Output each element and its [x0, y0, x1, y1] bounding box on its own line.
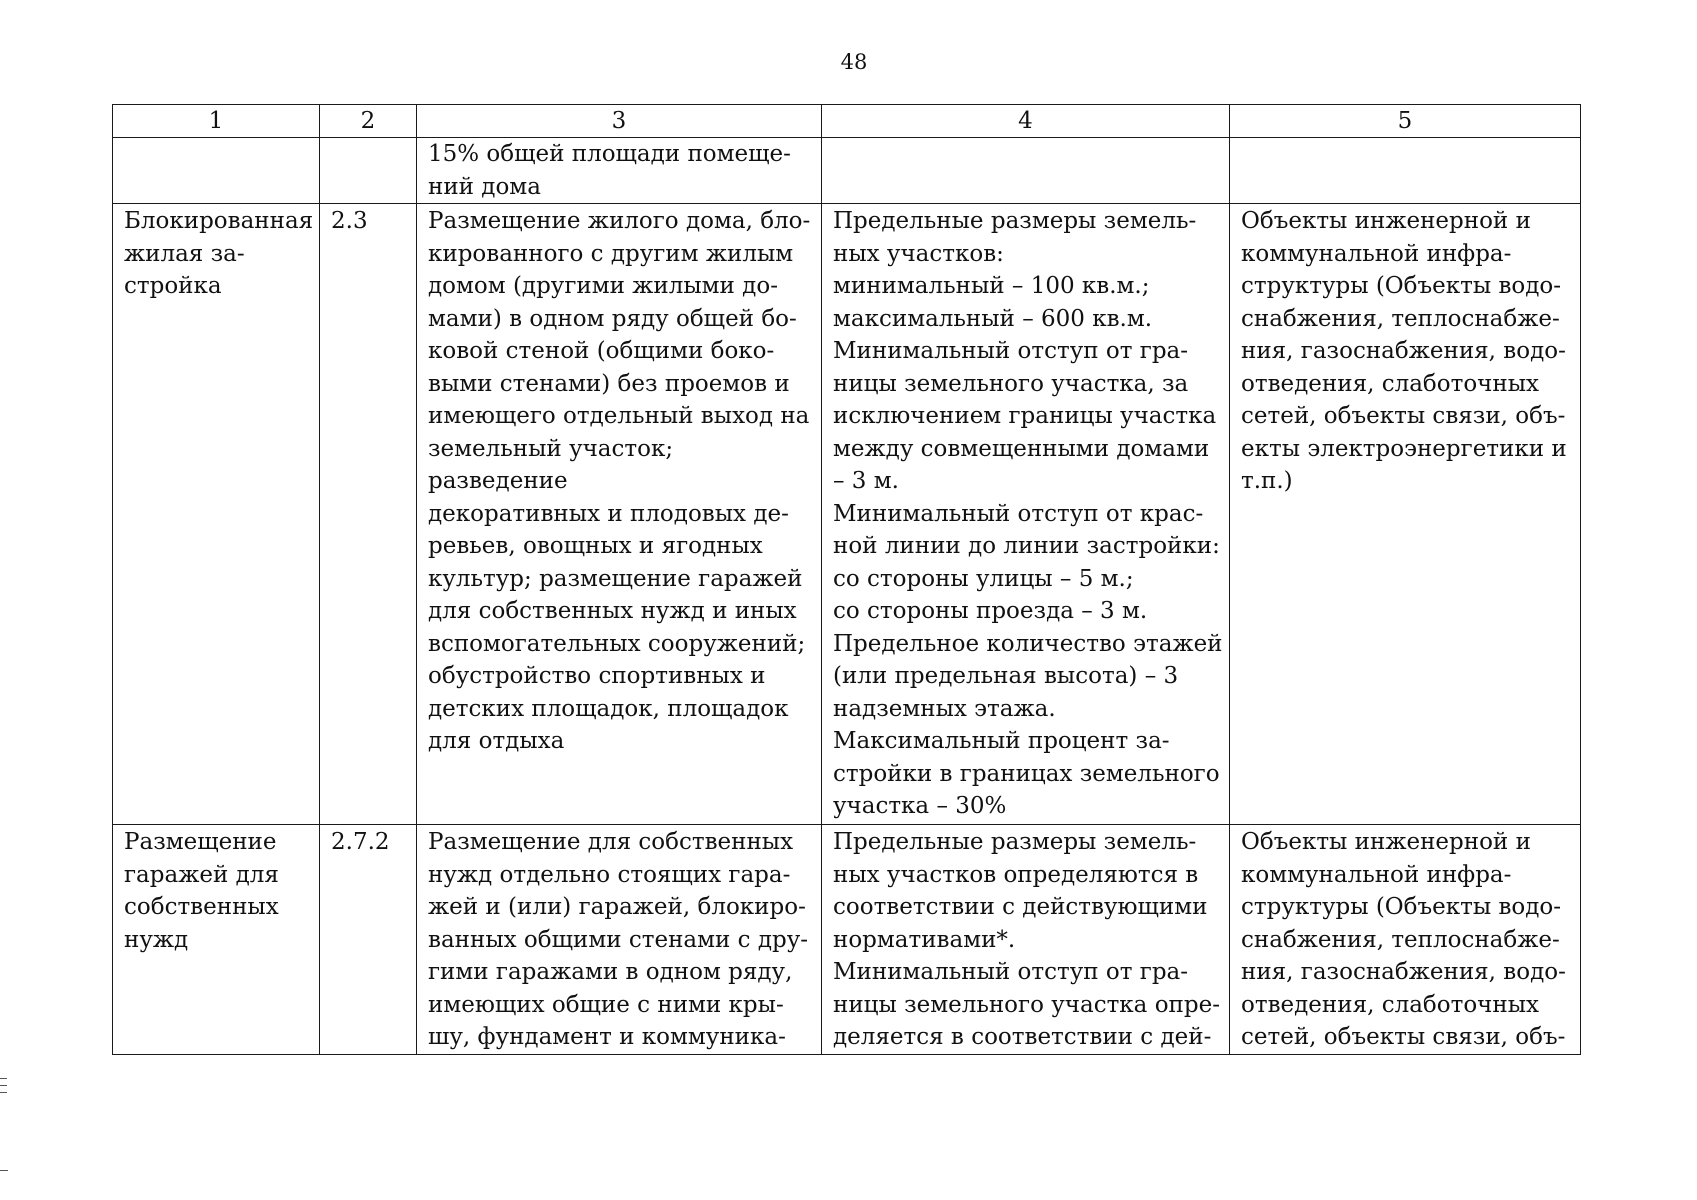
table-row — [113, 204, 1581, 825]
auxiliary-uses: Объекты инженерной и коммунальной инфра- структуры (Объекты водо- снабжения, теплоснабже- ния, газоснабжения, водо- отведения, слаботочных сетей, объекты связи, объ- екты электроэнергетики и т.п.) — [1230, 204, 1581, 825]
use-type-code: 2.3 — [320, 204, 417, 825]
table-row — [113, 825, 1581, 1055]
plot-parameters: Предельные размеры земель- ных участков определяются в соответствии с действующими нормативами*. Минимальный отступ от гра- ницы земельного участка опре- деляется в соответствии с дей- — [822, 825, 1230, 1055]
use-type-description: 15% общей площади помеще- ний дома — [417, 138, 822, 204]
use-type-name: Размещение гаражей для собственных нужд — [113, 825, 320, 1055]
use-type-description: Размещение жилого дома, бло- кированного с другим жилым домом (другими жилыми до- мами) в одном ряду общей бо- ковой стеной (общими боко- выми стенами) без проемов и имеющего отдельный выход на земельный участок; разведение декоративных и плодовых де- ревьев, овощных и ягодных культур; размещение гаражей для собственных нужд и иных вспомогательных сооружений; обустройство спортивных и детских площадок, площадок для отдыха — [417, 204, 822, 825]
header-row — [113, 105, 1581, 138]
use-type-name — [113, 138, 320, 204]
table-row — [113, 138, 1581, 204]
plot-parameters — [822, 138, 1230, 204]
column-number-4: 4 — [822, 105, 1230, 138]
use-type-code: 2.7.2 — [320, 825, 417, 1055]
column-number-5: 5 — [1230, 105, 1581, 138]
use-type-code — [320, 138, 417, 204]
column-number-1: 1 — [113, 105, 320, 138]
land-use-table — [112, 104, 1581, 1055]
scan-edge-mark — [0, 1170, 8, 1171]
use-type-description: Размещение для собственных нужд отдельно стоящих гара- жей и (или) гаражей, блокиро- ванных общими стенами с дру- гими гаражами в одном ряду, имеющих общие с ними кры- шу, фундамент и коммуника- — [417, 825, 822, 1055]
auxiliary-uses: Объекты инженерной и коммунальной инфра- структуры (Объекты водо- снабжения, теплоснабже- ния, газоснабжения, водо- отведения, слаботочных сетей, объекты связи, объ- — [1230, 825, 1581, 1055]
page-number: 48 — [840, 50, 868, 74]
table-body — [113, 138, 1581, 1055]
scan-edge-mark — [0, 1092, 7, 1093]
scan-edge-mark — [0, 1085, 7, 1086]
column-number-2: 2 — [320, 105, 417, 138]
plot-parameters: Предельные размеры земель- ных участков: минимальный – 100 кв.м.; максимальный – 600 кв.м. Минимальный отступ от гра- ницы земельного участка, за исключением границы участка между совмещенными домами – 3 м. Минимальный отступ от крас- ной линии до линии застройки: со стороны улицы – 5 м.; со стороны проезда – 3 м. Предельное количество этажей (или предельная высота) – 3 надземных этажа. Максимальный процент за- стройки в границах земельного участка – 30% — [822, 204, 1230, 825]
auxiliary-uses — [1230, 138, 1581, 204]
column-number-3: 3 — [417, 105, 822, 138]
scan-edge-mark — [0, 1078, 7, 1079]
table-header — [113, 105, 1581, 138]
use-type-name: Блокированная жилая за- стройка — [113, 204, 320, 825]
